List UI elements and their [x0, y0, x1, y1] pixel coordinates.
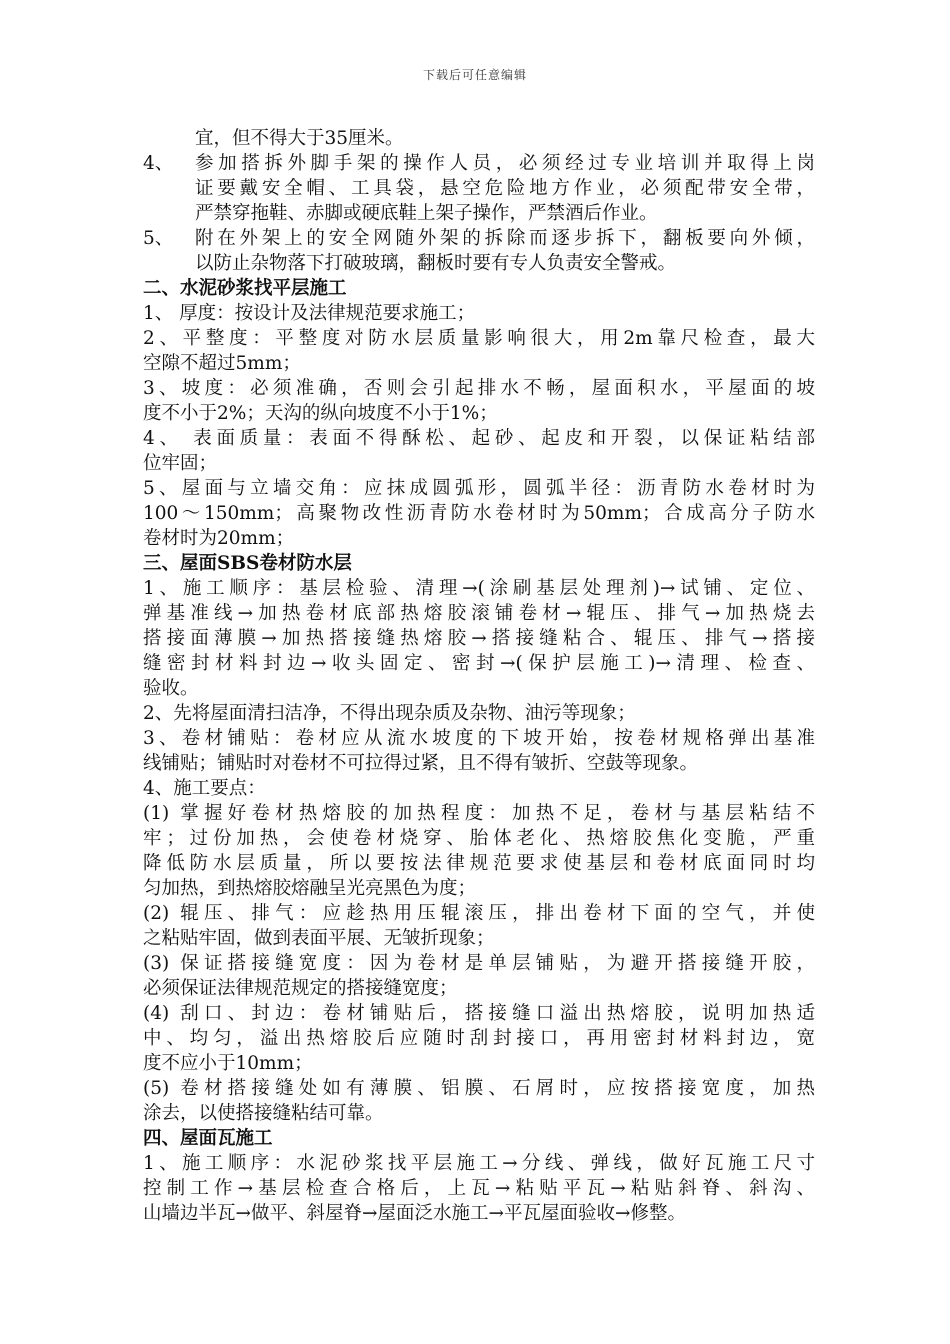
list-item-line: 严禁穿拖鞋、赤脚或硬底鞋上架子操作，严禁酒后作业。 — [195, 203, 658, 224]
paragraph-line: 中、均匀，溢出热熔胶后应随时刮封接口，再用密封材料封边，宽 — [143, 1028, 815, 1049]
paragraph-line: (4) 刮口、封边：卷材铺贴后，搭接缝口溢出热熔胶，说明加热适 — [143, 1003, 815, 1024]
paragraph-line: 3、卷材铺贴：卷材应从流水坡度的下坡开始，按卷材规格弹出基准 — [143, 728, 815, 749]
paragraph-line: 降低防水层质量，所以要按法律规范要求使基层和卷材底面同时均 — [143, 853, 815, 874]
list-item-line — [143, 226, 815, 251]
paragraph-line: 必须保证法律规范规定的搭接缝宽度； — [143, 978, 458, 999]
paragraph-line: 4、 表面质量：表面不得酥松、起砂、起皮和开裂，以保证粘结部 — [143, 428, 815, 449]
paragraph-line: 100～150mm；高聚物改性沥青防水卷材时为50mm；合成高分子防水 — [143, 503, 815, 524]
paragraph-line: 之粘贴牢固，做到表面平展、无皱折现象； — [143, 928, 495, 949]
paragraph-line: (5) 卷材搭接缝处如有薄膜、铝膜、石屑时，应按搭接宽度，加热 — [143, 1078, 815, 1099]
paragraph-line: 涂去，以使搭接缝粘结可靠。 — [143, 1103, 384, 1124]
paragraph-line: 4、施工要点： — [143, 778, 266, 799]
document-body — [143, 126, 815, 1226]
section-heading: 四、屋面瓦施工 — [143, 1128, 273, 1149]
paragraph-line: (1) 掌握好卷材热熔胶的加热程度：加热不足，卷材与基层粘结不 — [143, 803, 815, 824]
paragraph-line: 匀加热，到热熔胶熔融呈光亮黑色为度； — [143, 878, 477, 899]
paragraph-line: 度不小于2%；天沟的纵向坡度不小于1%； — [143, 403, 498, 424]
paragraph-line: 1、施工顺序：基层检验、清理→(涂刷基层处理剂)→试铺、定位、 — [143, 578, 815, 599]
list-text: 参加搭拆外脚手架的操作人员，必须经过专业培训并取得上岗 — [195, 153, 815, 174]
section-heading: 三、屋面SBS卷材防水层 — [143, 553, 352, 574]
paragraph-line: 空隙不超过5mm； — [143, 353, 301, 374]
section-heading: 二、水泥砂浆找平层施工 — [143, 278, 347, 299]
paragraph-line: (3) 保证搭接缝宽度：因为卷材是单层铺贴，为避开搭接缝开胶， — [143, 953, 815, 974]
paragraph-line: 牢；过份加热，会使卷材烧穿、胎体老化、热熔胶焦化变脆，严重 — [143, 828, 815, 849]
list-item-5 — [143, 226, 815, 276]
paragraph-line: 弹基准线→加热卷材底部热熔胶滚铺卷材→辊压、排气→加热烧去 — [143, 603, 815, 624]
list-item-line: 以防止杂物落下打破玻璃，翻板时要有专人负责安全警戒。 — [195, 253, 677, 274]
paragraph-line: 宜，但不得大于35厘米。 — [195, 128, 404, 149]
paragraph-line: 山墙边半瓦→做平、斜屋脊→屋面泛水施工→平瓦屋面验收→修整。 — [143, 1203, 687, 1224]
list-text: 附在外架上的安全网随外架的拆除而逐步拆下，翻板要向外倾， — [195, 228, 815, 249]
page-header: 下载后可任意编辑 — [422, 68, 527, 82]
paragraph-line: 1、施工顺序：水泥砂浆找平层施工→分线、弹线，做好瓦施工尺寸 — [143, 1153, 815, 1174]
paragraph-line: 控制工作→基层检查合格后，上瓦→粘贴平瓦→粘贴斜脊、斜沟、 — [143, 1178, 815, 1199]
paragraph-line: 度不应小于10mm； — [143, 1053, 313, 1074]
list-number: 5、 — [143, 228, 174, 249]
paragraph-line: 缝密封材料封边→收头固定、密封→(保护层施工)→清理、检查、 — [143, 653, 815, 674]
list-number: 4、 — [143, 153, 174, 174]
paragraph-line: 验收。 — [143, 678, 199, 699]
paragraph-line: 搭接面薄膜→加热搭接缝热熔胶→搭接缝粘合、辊压、排气→搭接 — [143, 628, 815, 649]
paragraph-line: 位牢固； — [143, 453, 218, 474]
paragraph-line: 2、平整度：平整度对防水层质量影响很大，用2m靠尺检查，最大 — [143, 328, 815, 349]
paragraph-line: (2) 辊压、排气：应趁热用压辊滚压，排出卷材下面的空气，并使 — [143, 903, 815, 924]
paragraph-line: 5、屋面与立墙交角：应抹成圆弧形，圆弧半径：沥青防水卷材时为 — [143, 478, 815, 499]
paragraph-line: 卷材时为20mm； — [143, 528, 295, 549]
list-item-4 — [143, 151, 815, 226]
paragraph-line: 线铺贴；铺贴时对卷材不可拉得过紧，且不得有皱折、空鼓等现象。 — [143, 753, 699, 774]
paragraph-line: 2、先将屋面清扫洁净，不得出现杂质及杂物、油污等现象； — [143, 703, 636, 724]
list-item-line — [143, 151, 815, 176]
paragraph-line: 1、 厚度：按设计及法律规范要求施工； — [143, 303, 476, 324]
paragraph-line: 3、坡度：必须准确，否则会引起排水不畅，屋面积水，平屋面的坡 — [143, 378, 815, 399]
list-item-line: 证要戴安全帽、工具袋，悬空危险地方作业，必须配带安全带， — [195, 178, 815, 199]
